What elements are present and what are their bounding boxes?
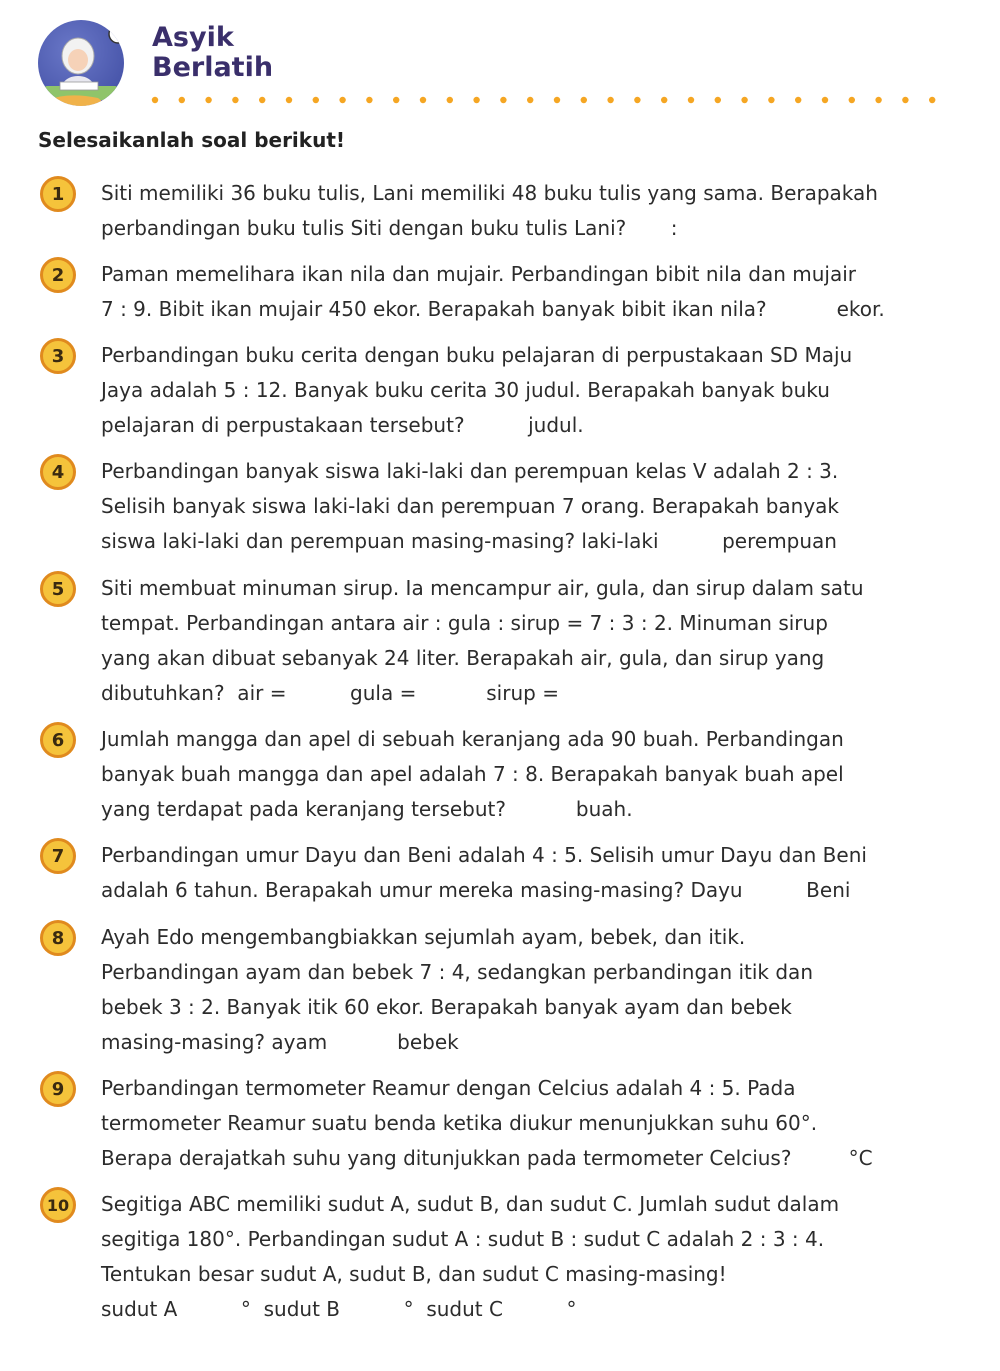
- question-number-badge: 10: [40, 1187, 76, 1223]
- divider-dot: [822, 97, 828, 103]
- student-writing-icon: [38, 20, 124, 106]
- question-line: perbandingan buku tulis Siti dengan buku tulis Lani? :: [101, 216, 678, 240]
- divider-dot: [902, 97, 908, 103]
- question-line: Perbandingan umur Dayu dan Beni adalah 4 : 5. Selisih umur Dayu dan Beni: [101, 843, 867, 867]
- divider-dot: [366, 97, 372, 103]
- question-line: Berapa derajatkah suhu yang ditunjukkan pada termometer Celcius? °C: [101, 1146, 873, 1170]
- question-line: termometer Reamur suatu benda ketika diukur menunjukkan suhu 60°.: [101, 1111, 818, 1135]
- question-number-badge: 1: [40, 176, 76, 212]
- question-line: 7 : 9. Bibit ikan mujair 450 ekor. Berapakah banyak bibit ikan nila? ekor.: [101, 297, 885, 321]
- divider-dot: [420, 97, 426, 103]
- divider-dot: [393, 97, 399, 103]
- divider-dot: [286, 97, 292, 103]
- question-line: dibutuhkan? air = gula = sirup =: [101, 681, 559, 705]
- divider-dot: [179, 97, 185, 103]
- question-line: Ayah Edo mengembangbiakkan sejumlah ayam, bebek, dan itik.: [101, 925, 746, 949]
- question-number-badge: 6: [40, 722, 76, 758]
- question-line: Paman memelihara ikan nila dan mujair. Perbandingan bibit nila dan mujair: [101, 262, 856, 286]
- divider-dot: [634, 97, 640, 103]
- question-line: adalah 6 tahun. Berapakah umur mereka masing-masing? Dayu Beni: [101, 878, 851, 902]
- question-text: [101, 1071, 911, 1176]
- question-text: [101, 176, 911, 246]
- divider-dot: [232, 97, 238, 103]
- divider-dot: [688, 97, 694, 103]
- question-text: [101, 454, 911, 559]
- question-line: yang terdapat pada keranjang tersebut? buah.: [101, 797, 633, 821]
- question-number-badge: 7: [40, 838, 76, 874]
- dotted-divider: [150, 95, 950, 105]
- question-line: Jumlah mangga dan apel di sebuah keranjang ada 90 buah. Perbandingan: [101, 727, 844, 751]
- divider-dot: [205, 97, 211, 103]
- header: [0, 0, 1000, 125]
- question-line: Siti membuat minuman sirup. Ia mencampur air, gula, dan sirup dalam satu: [101, 576, 864, 600]
- question-text: [101, 571, 911, 711]
- question-line: Perbandingan termometer Reamur dengan Celcius adalah 4 : 5. Pada: [101, 1076, 796, 1100]
- divider-dot: [795, 97, 801, 103]
- question-number-badge: 8: [40, 920, 76, 956]
- divider-dot: [607, 97, 613, 103]
- divider-dot: [527, 97, 533, 103]
- divider-dot: [473, 97, 479, 103]
- question-line: sudut A ° sudut B ° sudut C °: [101, 1297, 577, 1321]
- divider-dot: [929, 97, 935, 103]
- question-line: Jaya adalah 5 : 12. Banyak buku cerita 30 judul. Berapakah banyak buku: [101, 378, 830, 402]
- header-title-line2: Berlatih: [152, 52, 274, 83]
- question-line: tempat. Perbandingan antara air : gula : sirup = 7 : 3 : 2. Minuman sirup: [101, 611, 828, 635]
- question-number-badge: 9: [40, 1071, 76, 1107]
- divider-dot: [741, 97, 747, 103]
- header-title-line1: Asyik: [152, 22, 234, 53]
- divider-dot: [259, 97, 265, 103]
- question-text: [101, 722, 911, 827]
- question-number-badge: 4: [40, 454, 76, 490]
- divider-dot: [849, 97, 855, 103]
- divider-dot: [715, 97, 721, 103]
- instruction-heading: Selesaikanlah soal berikut!: [38, 128, 346, 152]
- question-text: [101, 338, 911, 443]
- divider-dot: [661, 97, 667, 103]
- divider-dot: [339, 97, 345, 103]
- divider-dot: [581, 97, 587, 103]
- divider-dot: [768, 97, 774, 103]
- question-number-badge: 2: [40, 257, 76, 293]
- question-line: segitiga 180°. Perbandingan sudut A : sudut B : sudut C adalah 2 : 3 : 4.: [101, 1227, 825, 1251]
- divider-dot: [500, 97, 506, 103]
- question-line: yang akan dibuat sebanyak 24 liter. Berapakah air, gula, dan sirup yang: [101, 646, 825, 670]
- question-line: banyak buah mangga dan apel adalah 7 : 8. Berapakah banyak buah apel: [101, 762, 844, 786]
- question-number-badge: 3: [40, 338, 76, 374]
- question-text: [101, 1187, 911, 1327]
- question-line: masing-masing? ayam bebek: [101, 1030, 459, 1054]
- question-line: Perbandingan ayam dan bebek 7 : 4, sedangkan perbandingan itik dan: [101, 960, 813, 984]
- question-number-badge: 5: [40, 571, 76, 607]
- divider-dot: [554, 97, 560, 103]
- question-line: Perbandingan banyak siswa laki-laki dan perempuan kelas V adalah 2 : 3.: [101, 459, 839, 483]
- question-line: Segitiga ABC memiliki sudut A, sudut B, dan sudut C. Jumlah sudut dalam: [101, 1192, 840, 1216]
- divider-dot: [152, 97, 158, 103]
- question-line: pelajaran di perpustakaan tersebut? judul.: [101, 413, 584, 437]
- question-text: [101, 257, 911, 327]
- question-text: [101, 838, 911, 908]
- question-line: bebek 3 : 2. Banyak itik 60 ekor. Berapakah banyak ayam dan bebek: [101, 995, 792, 1019]
- divider-dot: [875, 97, 881, 103]
- question-line: Perbandingan buku cerita dengan buku pelajaran di perpustakaan SD Maju: [101, 343, 853, 367]
- divider-dot: [447, 97, 453, 103]
- question-line: siswa laki-laki dan perempuan masing-masing? laki-laki perempuan: [101, 529, 837, 553]
- divider-dot: [313, 97, 319, 103]
- question-line: Selisih banyak siswa laki-laki dan perempuan 7 orang. Berapakah banyak: [101, 494, 839, 518]
- question-line: Siti memiliki 36 buku tulis, Lani memiliki 48 buku tulis yang sama. Berapakah: [101, 181, 878, 205]
- question-line: Tentukan besar sudut A, sudut B, dan sudut C masing-masing!: [101, 1262, 727, 1286]
- question-text: [101, 920, 911, 1060]
